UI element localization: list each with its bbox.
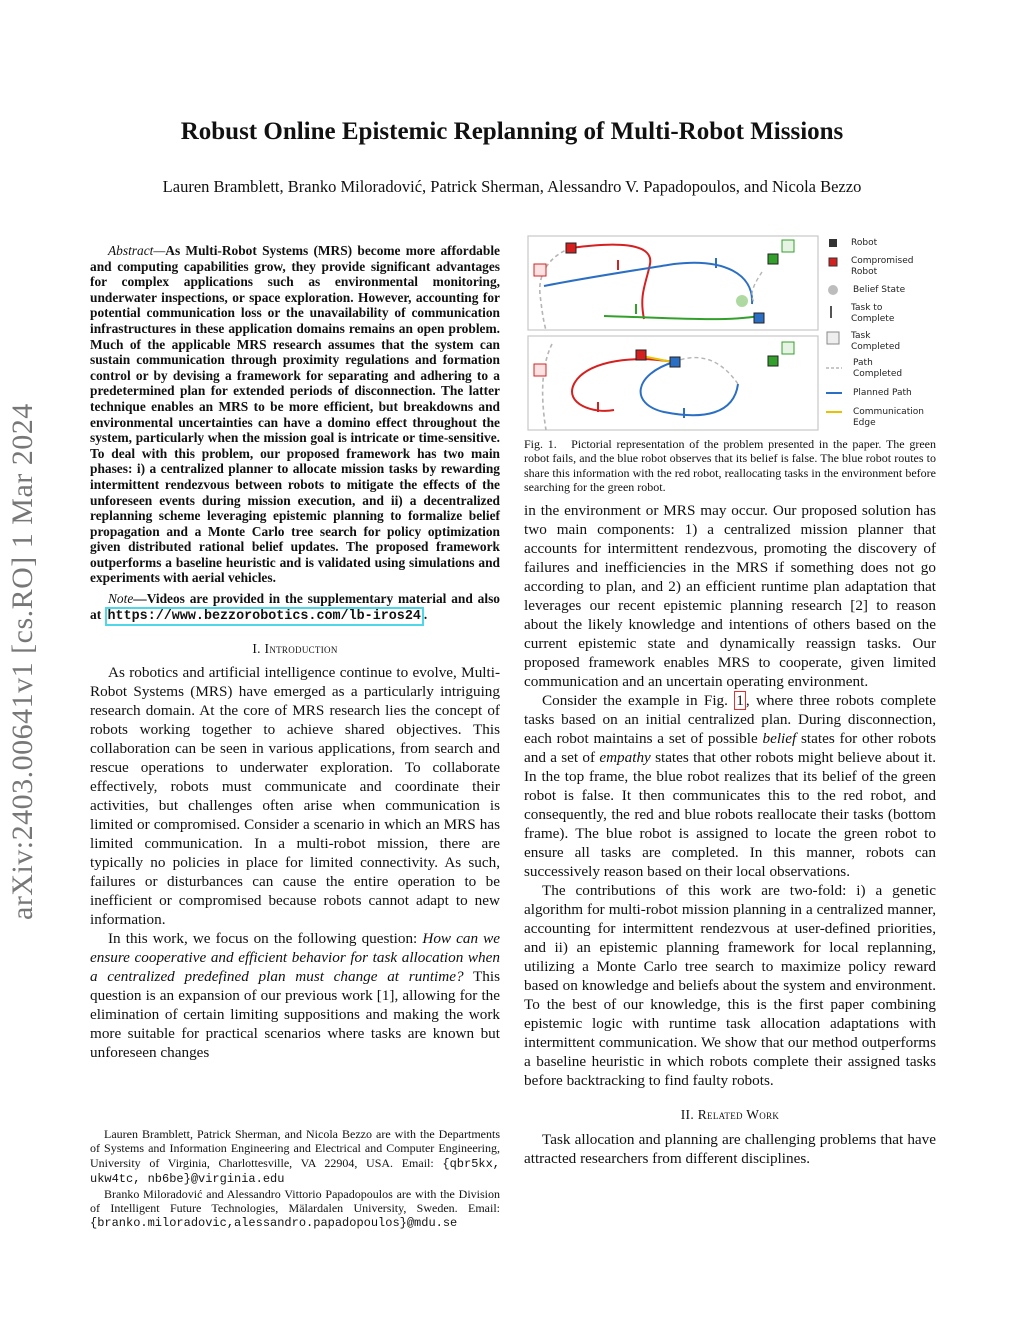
intro-paragraph-1: As robotics and artificial intelligence continue to evolve, Multi-Robot Systems (MRS) have emerged as a particularly intriguing research domain. At the core of MRS research lies the concept of robots working together to achieve shared objectives. This collaboration can be seen in various applications, from search and rescue operations to underwater exploration. To collaborate effectively, robots must communicate and coordinate their activities, but challenges often arise when communication is limited or compromised. Consider a scenario in which an MRS has limited communication. In a multi-robot mission, there are typically no policies in place for limited connectivity. As such, failures or disturbances can cause the entire operation to be inefficient or compromised because robots cannot adapt to new information. — [90, 664, 500, 929]
legend-belief-label: Belief State — [853, 285, 906, 295]
uva-emails: {qbr5kx, ukw4tc, nb6be}@virginia.edu — [90, 1156, 500, 1187]
related-work-paragraph: Task allocation and planning are challenging problems that have attracted researchers from different disciplines. — [524, 1131, 936, 1167]
caption-label: Fig. 1. — [524, 437, 557, 451]
arxiv-identifier: arXiv:2403.00641v1 [cs.RO] 1 Mar 2024 — [6, 403, 39, 920]
author-list: Lauren Bramblett, Branko Miloradović, Patrick Sherman, Alessandro V. Papadopoulos, and Nicola Bezzo — [162, 177, 862, 196]
belief-state-green — [736, 295, 748, 307]
task-completed-red-bottom — [534, 364, 546, 376]
legend-task-done-label: Task Completed — [851, 331, 901, 352]
right-paragraph-1: Consider the example in Fig. 1 , where three robots complete tasks based on an initial centralized plan. During disconnection, each robot maintains a set of possible belief states for other robots and a set of empathy states that other robots might believe about it. In the top frame, the blue robot realizes that its belief of the green robot is false. It then communicates this to the red robot, and consequently, the red and blue robots reallocate their tasks (bottom frame). The blue robot is assigned to locate the green robot to ensure all tasks are completed. In this manner, robots can successively reason based on their local observations. — [524, 692, 936, 880]
red-robot-top — [566, 243, 576, 253]
figure-1 — [524, 234, 936, 432]
introduction-body — [90, 663, 500, 1062]
blue-robot-bottom — [670, 357, 680, 367]
paper-title: Robust Online Epistemic Replanning of Multi-Robot Missions — [180, 118, 844, 145]
abstract — [90, 243, 500, 586]
caption-text: Pictorial representation of the problem presented in the paper. The green robot fails, and the blue robot observes that its belief is false. The blue robot routes to share this information with the red robot, reallocating tasks in the environment before searching for the green robot. — [524, 437, 937, 495]
note-label: Note — [108, 591, 134, 607]
right-column — [524, 501, 936, 1168]
legend-compromised-icon — [829, 258, 837, 266]
left-column — [90, 243, 500, 1062]
legend-communication-label: Communication Edge — [853, 407, 924, 428]
figure-caption — [524, 437, 936, 495]
mdu-emails: {branko.miloradovic,alessandro.papadopoulos}@mdu.se — [90, 1216, 458, 1231]
legend-robot-icon — [829, 239, 837, 247]
note-text: —Videos are provided in the supplementary material and also at — [90, 591, 500, 622]
video-link[interactable]: https://www.bezzorobotics.com/lb-iros24 — [105, 607, 424, 626]
intro-paragraph-2: In this work, we focus on the following question: How can we ensure cooperative and efficient behavior for task allocation when a centralized predefined plan must change at runtime? This question is an expansion of our previous work [1], allowing for the elimination of certain limiting suppositions and making the work more suitable for practical scenarios where tasks are known but unforeseen changes — [90, 930, 500, 1062]
task-completed-red-top — [534, 264, 546, 276]
legend-planned-path-label: Planned Path — [853, 388, 912, 398]
footnote — [90, 1127, 500, 1231]
legend-belief-icon — [828, 285, 838, 295]
legend-robot-label: Robot — [851, 238, 878, 248]
footnote-mdu: Branko Miloradović and Alessandro Vittorio Papadopoulos are with the Division of Intelligent Future Technologies, Mälardalen University, Sweden. Email: {branko.miloradovic,alessandro.papadopoulos}@mdu.se — [90, 1186, 500, 1231]
legend-compromised-label: Compromised Robot — [851, 256, 914, 277]
right-paragraph-0: in the environment or MRS may occur. Our proposed solution has two main components: 1) a centralized mission planner that accounts for intermittent rendezvous, promoting the discovery of failures and inefficiencies in the MRS if something does not go according to plan, and 2) an efficient runtime plan adaptation that leverages our recent epistemic planning research [2] to reason about the likely knowledge and intentions of others based on the current epistemic state and dynamically reassign tasks. Our proposed framework enables MRS to cooperate, given limited communication and an uncertain operating environment. — [524, 502, 936, 690]
red-robot-bottom — [636, 350, 646, 360]
note: Note—Videos are provided in the supplementary material and also at https://www.bezzorobotics.com/lb-iros24 . — [90, 591, 500, 624]
right-paragraph-2: The contributions of this work are two-fold: i) a genetic algorithm for multi-robot mission planning in a centralized manner, accounting for intermittent rendezvous at user-defined priorities, and ii) an epistemic planning framework for local replanning, utilizing a Monte Carlo tree search to maximize policy reward based on knowledge and beliefs about the system and environment. To the best of our knowledge, this is the first paper combining epistemic logic with runtime task allocation adaptations with intermittent communication. We show that our method outperforms a baseline heuristic in which robots complete their assigned tasks before backtracking to find faulty robots. — [524, 882, 936, 1089]
blue-robot-top — [754, 313, 764, 323]
footnote-uva: Lauren Bramblett, Patrick Sherman, and Nicola Bezzo are with the Departments of Systems and Information Engineering and Electrical and Computer Engineering, University of Virginia, Charlottesville, VA 22904, USA. Email: {qbr5kx, ukw4tc, nb6be}@virginia.edu — [90, 1127, 500, 1187]
section-heading-introduction: I. Introduction — [252, 641, 338, 657]
abstract-label: Abstract— — [108, 243, 166, 258]
compromised-robot-bottom — [768, 356, 778, 366]
legend-path-completed-label: Path Completed — [853, 358, 903, 379]
abstract-text: As Multi-Robot Systems (MRS) become more affordable and computing capabilities grow, they provide significant advantages for complex applications such as environmental monitoring, underwater inspections, or space exploration. However, accounting for potential communication loss or the unavailability of communication infrastructures in these application domains remains an open problem. Much of the applicable MRS research assumes that the system can sustain communication through proximity regulations and formation control or by devising a framework for separating and adhering to a predetermined plan for extended periods of disconnection. The latter technique enables an MRS to be more efficient, but breakdowns and environmental uncertainties can have a domino effect throughout the system, particularly when the mission goal is intricate or time-sensitive. To deal with this problem, our proposed framework has two main phases: i) a centralized planner to allocate mission tasks by rewarding intermittent rendezvous between robots to mitigate the effects of the unforeseen events during mission execution, and ii) a decentralized replanning scheme leveraging epistemic planning to formalize belief propagation and a Monte Carlo tree search for policy optimization given distributed rational belief updates. The proposed framework outperforms a baseline heuristic and is validated using simulations and experiments with aerial vehicles. — [90, 243, 500, 586]
compromised-robot-top — [768, 254, 778, 264]
bottom-frame — [528, 336, 818, 430]
section-heading-related-work: II. Related Work — [680, 1107, 780, 1122]
figure-reference-link[interactable]: 1 — [736, 692, 744, 709]
task-completed-green-bottom — [782, 342, 794, 354]
legend-task-done-icon — [827, 332, 839, 344]
research-question: How can we ensure cooperative and efficient behavior for task allocation when a centralized predefined plan must change at runtime? — [90, 930, 500, 986]
legend-task-label: Task to Complete — [851, 303, 895, 324]
task-completed-green-top — [782, 240, 794, 252]
